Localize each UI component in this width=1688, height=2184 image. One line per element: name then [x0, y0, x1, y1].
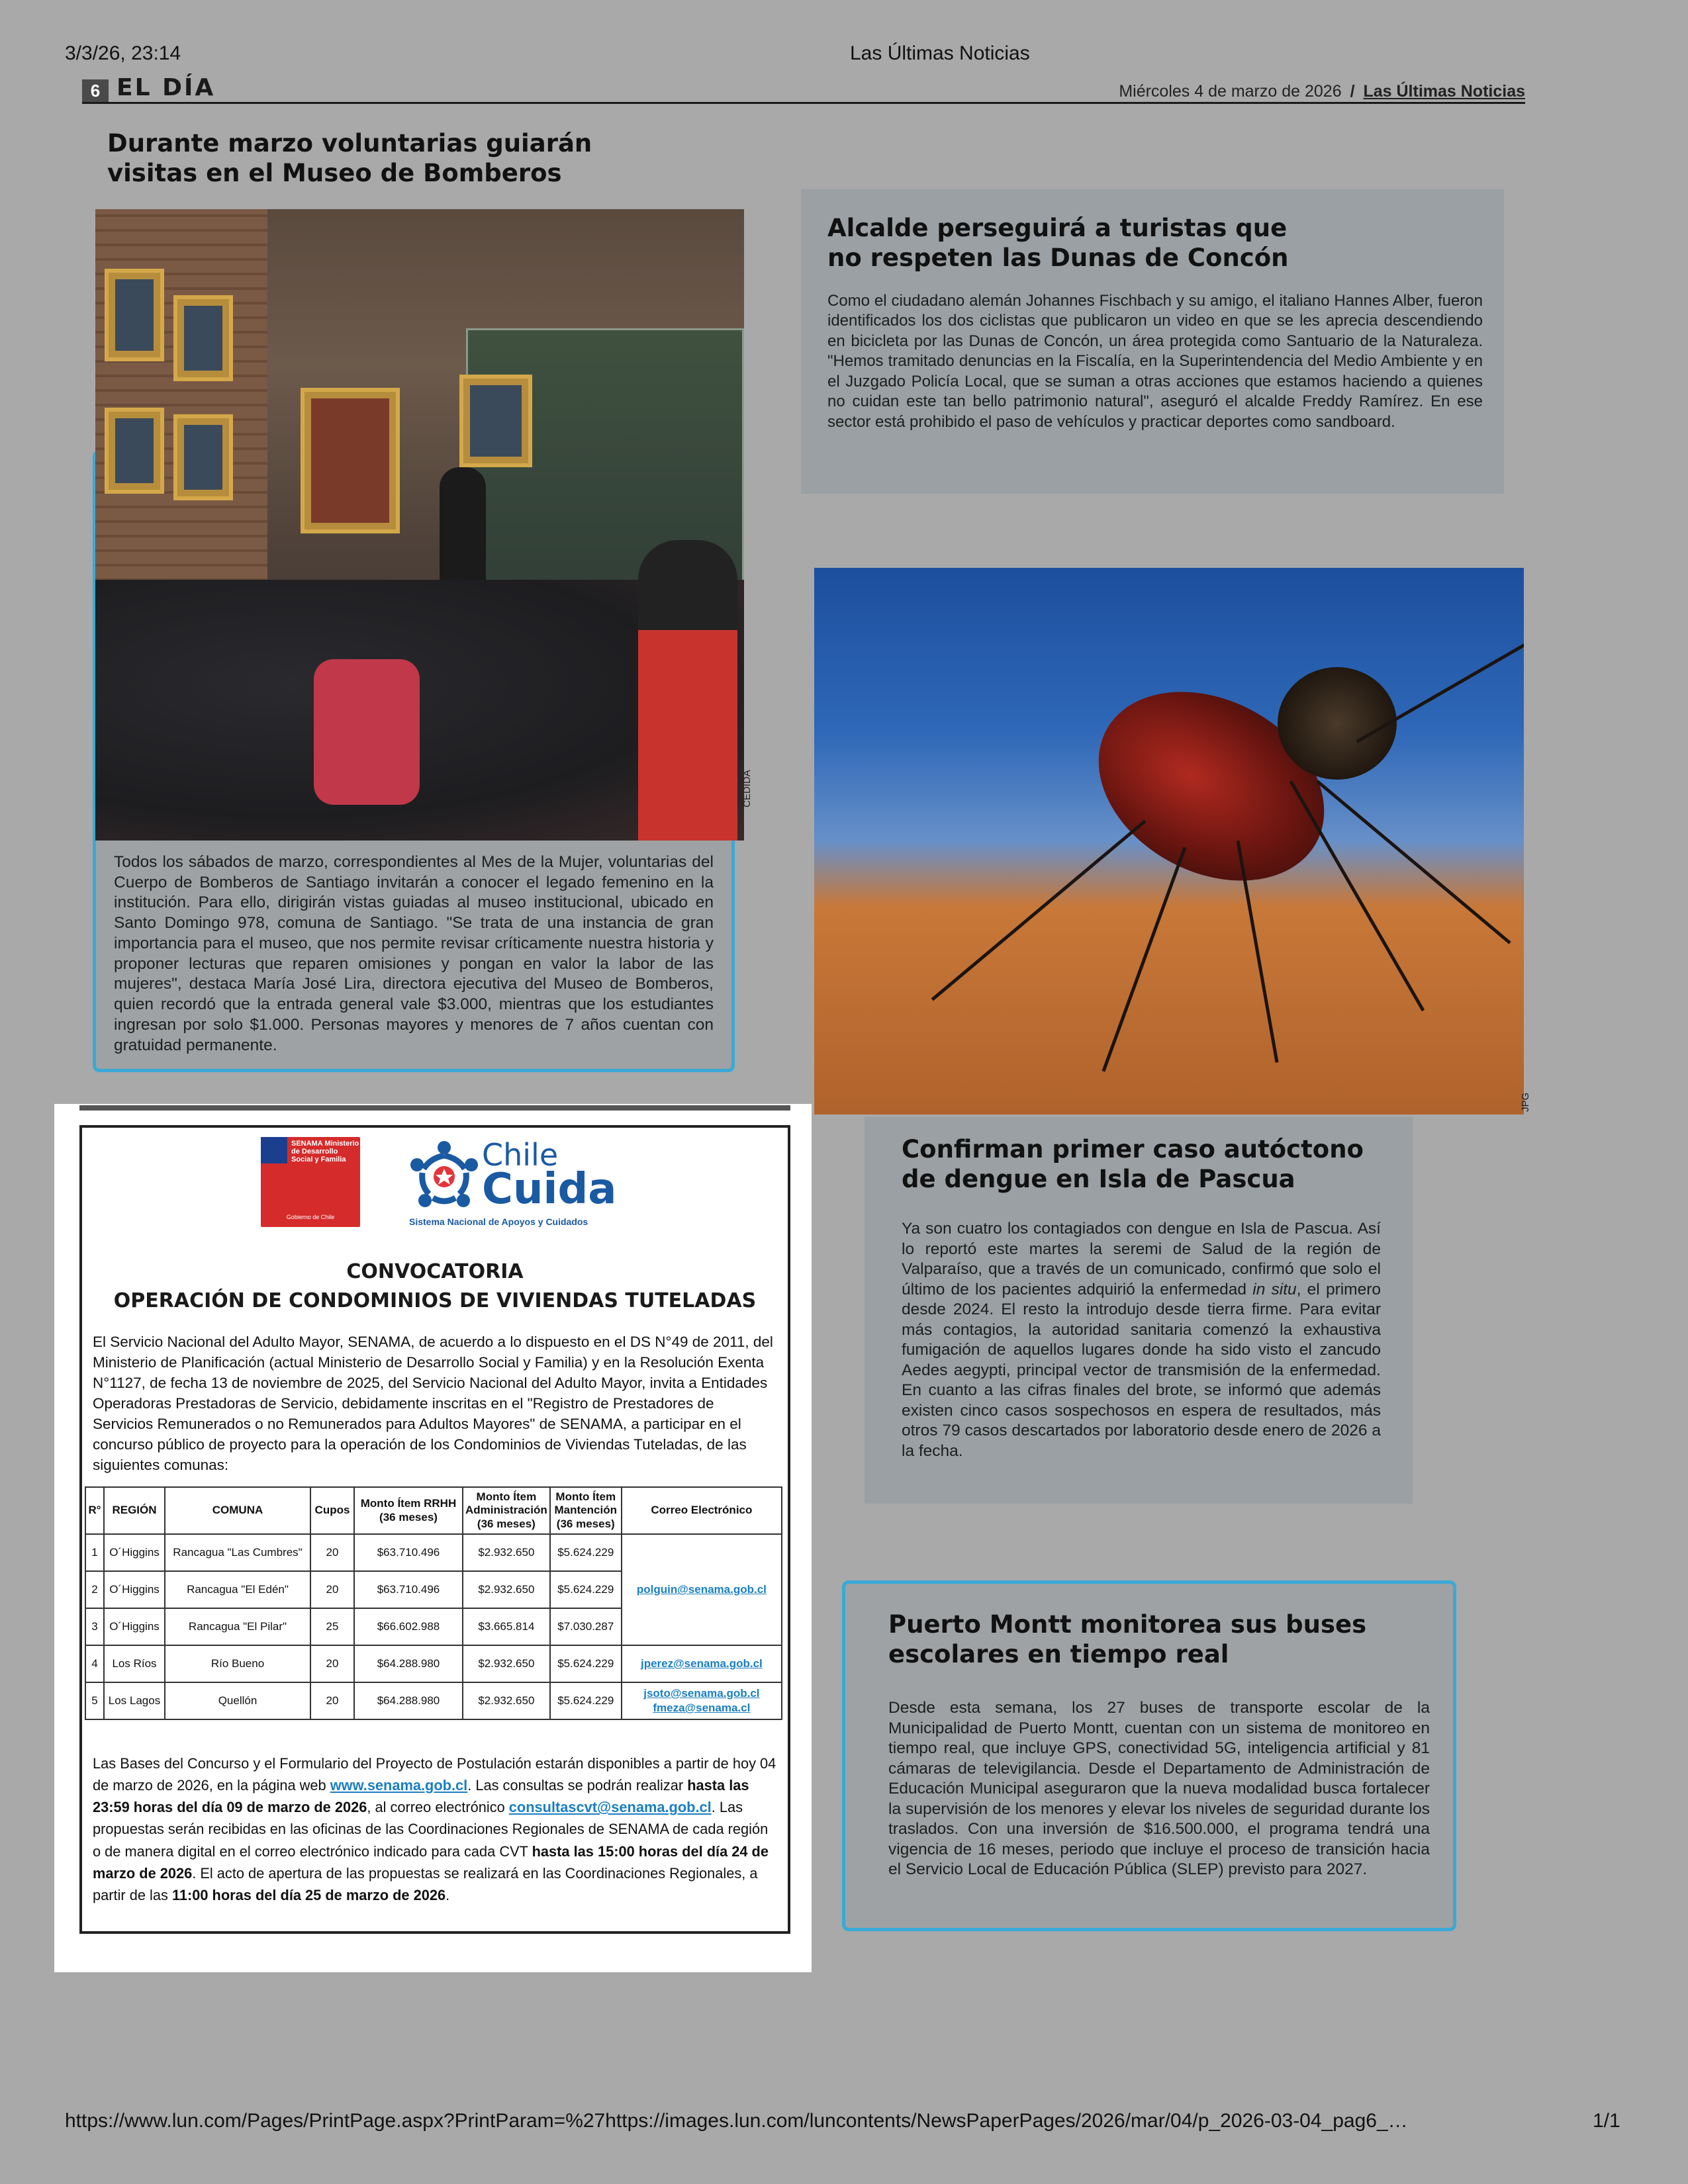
dengue-headline-line2: de dengue en Isla de Pascua: [902, 1165, 1295, 1194]
table-cell: $5.624.229: [550, 1534, 622, 1571]
portrait-frame: [459, 375, 532, 467]
table-row: [85, 1534, 782, 1571]
mosquito-photo-credit: JPG: [1520, 1092, 1531, 1112]
table-cell: $64.288.980: [354, 1645, 463, 1682]
paper-name: Las Últimas Noticias: [1363, 82, 1525, 101]
ad-subtitle: OPERACIÓN DE CONDOMINIOS DE VIVIENDAS TUTELADAS: [113, 1289, 757, 1312]
table-cell: 20: [310, 1645, 354, 1682]
table-row: [85, 1682, 782, 1719]
table-cell: $3.665.814: [463, 1608, 550, 1645]
col-header: R°: [85, 1487, 104, 1534]
red-backpack: [314, 659, 420, 805]
senama-logo: SENAMA Ministerio de Desarrollo Social y Familia Gobierno de Chile: [261, 1137, 360, 1227]
table-cell: 25: [310, 1608, 354, 1645]
consultas-email-link[interactable]: consultascvt@senama.gob.cl: [508, 1799, 712, 1816]
page-number: 6: [82, 79, 109, 102]
senama-web-link[interactable]: www.senama.gob.cl: [330, 1777, 468, 1794]
col-header: Monto Ítem RRHH (36 meses): [354, 1487, 463, 1534]
table-cell: 20: [310, 1534, 354, 1571]
puerto-montt-body: Desde esta semana, los 27 buses de transporte escolar de la Municipalidad de Puerto Montt, cuentan con un sistema de monitoreo en tiempo real, que incluye GPS, conectividad 5G, inteligencia artificial y 81 cámaras de televigilancia. Desde el Departamento de Administración de Educación Municipal aseguraron que la nueva modalidad busca fortalecer la supervisión de los menores y elevar los niveles de seguridad durante los traslados. Con una inversión de $16.500.000, el programa tendrá una vigencia de 16 meses, periodo que incluye el proceso de transición hacia el Servicio Local de Educación Pública (SLEP) previsto para 2027.: [888, 1699, 1430, 1878]
table-cell: Los Lagos: [104, 1682, 165, 1719]
table-cell: $2.932.650: [463, 1571, 550, 1608]
col-header: Correo Electrónico: [622, 1487, 782, 1534]
puerto-montt-headline-line2: escolares en tiempo real: [888, 1640, 1229, 1669]
col-header: COMUNA: [165, 1487, 310, 1534]
print-datetime: 3/3/26, 23:14: [65, 42, 181, 64]
table-cell: $2.932.650: [463, 1645, 550, 1682]
puerto-montt-headline-line1: Puerto Montt monitorea sus buses: [888, 1610, 1367, 1639]
table-cell: Quellón: [165, 1682, 310, 1719]
email-los-lagos-2[interactable]: fmeza@senama.cl: [653, 1702, 751, 1715]
table-cell: $2.932.650: [463, 1682, 550, 1719]
table-cell: Los Ríos: [104, 1645, 165, 1682]
table-cell: $64.288.980: [354, 1682, 463, 1719]
table-cell: 5: [85, 1682, 104, 1719]
table-cell: 3: [85, 1608, 104, 1645]
email-los-lagos-1[interactable]: jsoto@senama.gob.cl: [643, 1687, 760, 1700]
email-ohiggins[interactable]: polguin@senama.gob.cl: [622, 1534, 782, 1645]
chile-cuida-subtitle: Sistema Nacional de Apoyos y Cuidados: [409, 1216, 588, 1227]
section-title: EL DÍA: [117, 74, 216, 101]
concon-headline-line2: no respeten las Dunas de Concón: [827, 244, 1289, 273]
portrait-frame: [173, 414, 233, 500]
issue-date: Miércoles 4 de marzo de 2026: [1119, 82, 1342, 101]
col-header: REGIÓN: [104, 1487, 165, 1534]
ad-top-rule: [79, 1105, 790, 1111]
chile-cuida-brand-line1: Chile: [482, 1137, 559, 1173]
dengue-headline-line1: Confirman primer caso autóctono: [902, 1135, 1364, 1163]
concon-body: Como el ciudadano alemán Johannes Fischbach y su amigo, el italiano Hannes Alber, fueron identificados los dos ciclistas que publicaron un video en que se les aprecia descendiendo en bicicleta por las Dunas de Concón, un área protegida como Santuario de la Naturaleza. "Hemos tramitado denuncias en la Fiscalía, en la Superintendencia del Medio Ambiente y en el Juzgado Policía Local, que se suman a otras acciones que estamos haciendo a quienes no cuidan este tan bello patrimonio natural", aseguró el alcalde Freddy Ramírez. En ese sector está prohibido el paso de vehículos y practicar deportes como sandboard.: [827, 292, 1483, 431]
table-cell: O´Higgins: [104, 1608, 165, 1645]
museum-photo-credit: CEDIDA: [741, 770, 753, 807]
table-cell: 4: [85, 1645, 104, 1682]
concon-headline: [827, 213, 1288, 273]
print-site-title: Las Últimas Noticias: [850, 42, 1030, 64]
table-header-row: [85, 1487, 782, 1534]
table-cell: $5.624.229: [550, 1682, 622, 1719]
table-cell: $63.710.496: [354, 1571, 463, 1608]
portrait-frame: [301, 388, 400, 533]
table-cell: 20: [310, 1571, 354, 1608]
table-cell: $7.030.287: [550, 1608, 622, 1645]
ad-intro: El Servicio Nacional del Adulto Mayor, SENAMA, de acuerdo a lo dispuesto en el DS N°49 de 2011, del Ministerio de Planificación (actual Ministerio de Desarrollo Social y Familia) y en la Resolución Exenta N°1127, de fecha 13 de noviembre de 2025, del Servicio Nacional del Adulto Mayor, invita a Entidades Operadoras Prestadoras de Servicio, debidamente inscritas en el "Registro de Prestadores de Servicios Remunerados o no Remunerados para Adultos Mayores" de SENAMA, a participar en el concurso público de proyecto para la operación de los Condominios de Viviendas Tuteladas, de las siguientes comunas:: [93, 1334, 773, 1474]
table-cell: $66.602.988: [354, 1608, 463, 1645]
col-header: Cupos: [310, 1487, 354, 1534]
dengue-body: Ya son cuatro los contagiados con dengue en Isla de Pascua. Así lo reportó este martes la seremi de Salud de la región de Valparaíso, que a través de un comunicado, confirmó que solo el último de los pacientes adquirió la enfermedad in situ, el primero desde 2024. El resto la introdujo desde tierra firme. Para evitar más contagios, la autoridad sanitaria comenzó la exhaustiva fumigación de aquellos lugares donde ha sido visto el zancudo Aedes aegypti, principal vector de transmisión de la enfermedad. En cuanto a las cifras finales del brote, se informó que además existen cinco casos sospechosos en espera de resultados, más otros 79 casos descartados por laboratorio desde enero de 2026 a la fecha.: [902, 1220, 1381, 1460]
col-header: Monto Ítem Administración (36 meses): [463, 1487, 550, 1534]
table-cell: Río Bueno: [165, 1645, 310, 1682]
chile-cuida-logo-icon: [405, 1138, 483, 1215]
portrait-frame: [173, 295, 233, 381]
table-cell: $63.710.496: [354, 1534, 463, 1571]
bomberos-headline-line1: Durante marzo voluntarias guiarán: [107, 129, 592, 158]
mosquito-photo: [814, 568, 1524, 1115]
table-cell: Rancagua "Las Cumbres": [165, 1534, 310, 1571]
ad-footer-text: Las Bases del Concurso y el Formulario del Proyecto de Postulación estarán disponibles a partir de hoy 04 de marzo de 2026, en la página web www.senama.gob.cl. Las consultas se podrán realizar hasta las 23:59 horas del día 09 de marzo de 2026, al correo electrónico consultascvt@senama.gob.cl. Las propuestas serán recibidas en las oficinas de las Coordinaciones Regionales de SENAMA de cada región o de manera digital en el correo electrónico indicado para cada CVT hasta las 15:00 horas del día 24 de marzo de 2026. El acto de apertura de las propuestas se realizará en las Coordinaciones Regionales, a partir de las 11:00 horas del día 25 de marzo de 2026.: [93, 1755, 776, 1903]
bomberos-headline: [107, 128, 592, 188]
table-cell: 20: [310, 1682, 354, 1719]
col-header: Monto Ítem Mantención (36 meses): [550, 1487, 622, 1534]
table-cell: 1: [85, 1534, 104, 1571]
portrait-frame: [105, 269, 164, 361]
table-cell: 2: [85, 1571, 104, 1608]
bomberos-body: Todos los sábados de marzo, correspondientes al Mes de la Mujer, voluntarias del Cuerpo de Bomberos de Santiago invitarán a conocer el legado femenino en la institución. Para ello, dirigirán vistas guiadas al museo institucional, ubicado en Santo Domingo 978, comuna de Santiago. "Se trata de una instancia de gran importancia para el museo, que nos permite revisar críticamente nuestra historia y proponer lecturas que reparen omisiones y pongan en valor la labor de las mujeres", destaca María José Lira, directora ejecutiva del Museo de Bomberos, quien recordó que la entrada general vale $3.000, mientras que los estudiantes ingresan por solo $1.000. Personas mayores y menores de 7 años cuentan con gratuidad permanente.: [114, 853, 714, 1054]
print-page-count: 1/1: [1593, 2110, 1620, 2132]
museum-photo: [95, 209, 744, 841]
museum-guide: [638, 540, 737, 841]
table-row: [85, 1645, 782, 1682]
email-los-lagos: [622, 1682, 782, 1719]
mosquito-thorax: [1278, 667, 1397, 780]
table-cell: $5.624.229: [550, 1645, 622, 1682]
masthead-rule: [82, 102, 1525, 104]
table-cell: $5.624.229: [550, 1571, 622, 1608]
dengue-headline: [902, 1134, 1364, 1194]
concon-headline-line1: Alcalde perseguirá a turistas que: [827, 214, 1288, 242]
table-cell: O´Higgins: [104, 1534, 165, 1571]
table-cell: Rancagua "El Pilar": [165, 1608, 310, 1645]
ad-title: CONVOCATORIA: [346, 1260, 524, 1283]
bomberos-headline-line2: visitas en el Museo de Bomberos: [107, 159, 562, 188]
date-separator: /: [1350, 82, 1355, 101]
table-cell: Rancagua "El Edén": [165, 1571, 310, 1608]
table-cell: O´Higgins: [104, 1571, 165, 1608]
table-cell: $2.932.650: [463, 1534, 550, 1571]
puerto-montt-headline: [888, 1610, 1366, 1669]
condominios-table: [85, 1486, 782, 1720]
portrait-frame: [105, 408, 164, 494]
print-url: https://www.lun.com/Pages/PrintPage.aspx?PrintParam=%27https://images.lun.com/luncontents/NewsPaperPages/2026/mar/04/p_2026-03-04_pag6_…: [65, 2110, 1408, 2132]
masthead-date: [1119, 82, 1525, 101]
email-los-rios[interactable]: jperez@senama.gob.cl: [622, 1645, 782, 1682]
chile-cuida-brand-line2: Cuida: [482, 1165, 617, 1214]
